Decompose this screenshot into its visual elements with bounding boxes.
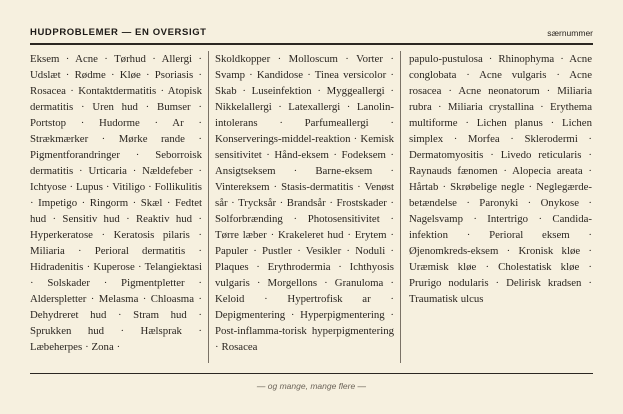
edition-label: særnummer bbox=[547, 28, 593, 38]
top-rule bbox=[30, 43, 593, 45]
column-1: Eksem · Acne · Tørhud · Allergi · Udslæt · Rødme · Kløe · Psoriasis · Rosacea · Kontaktdermatitis · Atopisk dermatitis · Uren hud · Bumser · Portstop · Hudorme · Ar · Strækmærker · Mørke rande · Pigmentforandringer · Seborroisk dermatitis · Urticaria · Nældefeber · Ichtyose · Lupus · Vitiligo · Follikulitis · Impetigo · Ringorm · Skæl · Fedtet hud · Sensitiv hud · Reaktiv hud · Hyperkeratose · Keratosis pilaris · Miliaria · Perioral dermatitis · Hidradenitis · Kuperose · Telangiektasi · Solskader · Pigmentpletter · Alderspletter · Melasma · Chloasma · Dehydreret hud · Stram hud · Sprukken hud · Hælsprak · Læbeherpes · Zona · bbox=[30, 51, 209, 363]
column-2: Skoldkopper · Molloscum · Vorter · Svamp · Kandidose · Tinea versicolor · Skab · Luseinfektion · Myggeallergi · Nikkelallergi · Latexallergi · Lanolin-intolerans · Parfumeallergi · Konserverings-middel-reaktion · Kemisk sensitivitet · Hånd-eksem · Fodeksem · Ansigtseksem · Barne-eksem · Vintereksem · Stasis-dermatitis · Venøst sår · Trycksår · Brandsår · Frostskader · Solforbrænding · Photosensitivitet · Tørre læber · Krakeleret hud · Erytem · Papuler · Pustler · Vesikler · Noduli · Plaques · Erythrodermia · Ichthyosis vulgaris · Morgellons · Granuloma · Keloid · Hypertrofisk ar · Depigmentering · Hyperpigmentering · Post-inflamma-torisk hyperpigmentering · Rosacea bbox=[209, 51, 401, 363]
page-title: HUDPROBLEMER — EN OVERSIGT bbox=[30, 27, 207, 38]
bottom-rule bbox=[30, 373, 593, 374]
header bbox=[30, 22, 593, 38]
column-3: papulo-pustulosa · Rhinophyma · Acne conglobata · Acne vulgaris · Acne rosacea · Acne neonatorum · Miliaria rubra · Miliaria crystallina · Erythema multiforme · Lichen planus · Lichen simplex · Morfea · Sklerodermi · Dermatomyositis · Livedo reticularis · Raynauds fænomen · Alopecia areata · Hårtab · Skrøbelige negle · Neglegærde-betændelse · Paronyki · Onykose · Nagelsvamp · Intertrigo · Candida-infektion · Perioral eksem · Øjenomkreds-eksem · Kronisk kløe · Uræmisk kløe · Cholestatisk kløe · Prurigo nodularis · Delirisk kradsen · Traumatisk ulcus bbox=[409, 53, 592, 305]
columns-container bbox=[30, 51, 592, 363]
footer-note: — og mange, mange flere — bbox=[256, 381, 367, 391]
